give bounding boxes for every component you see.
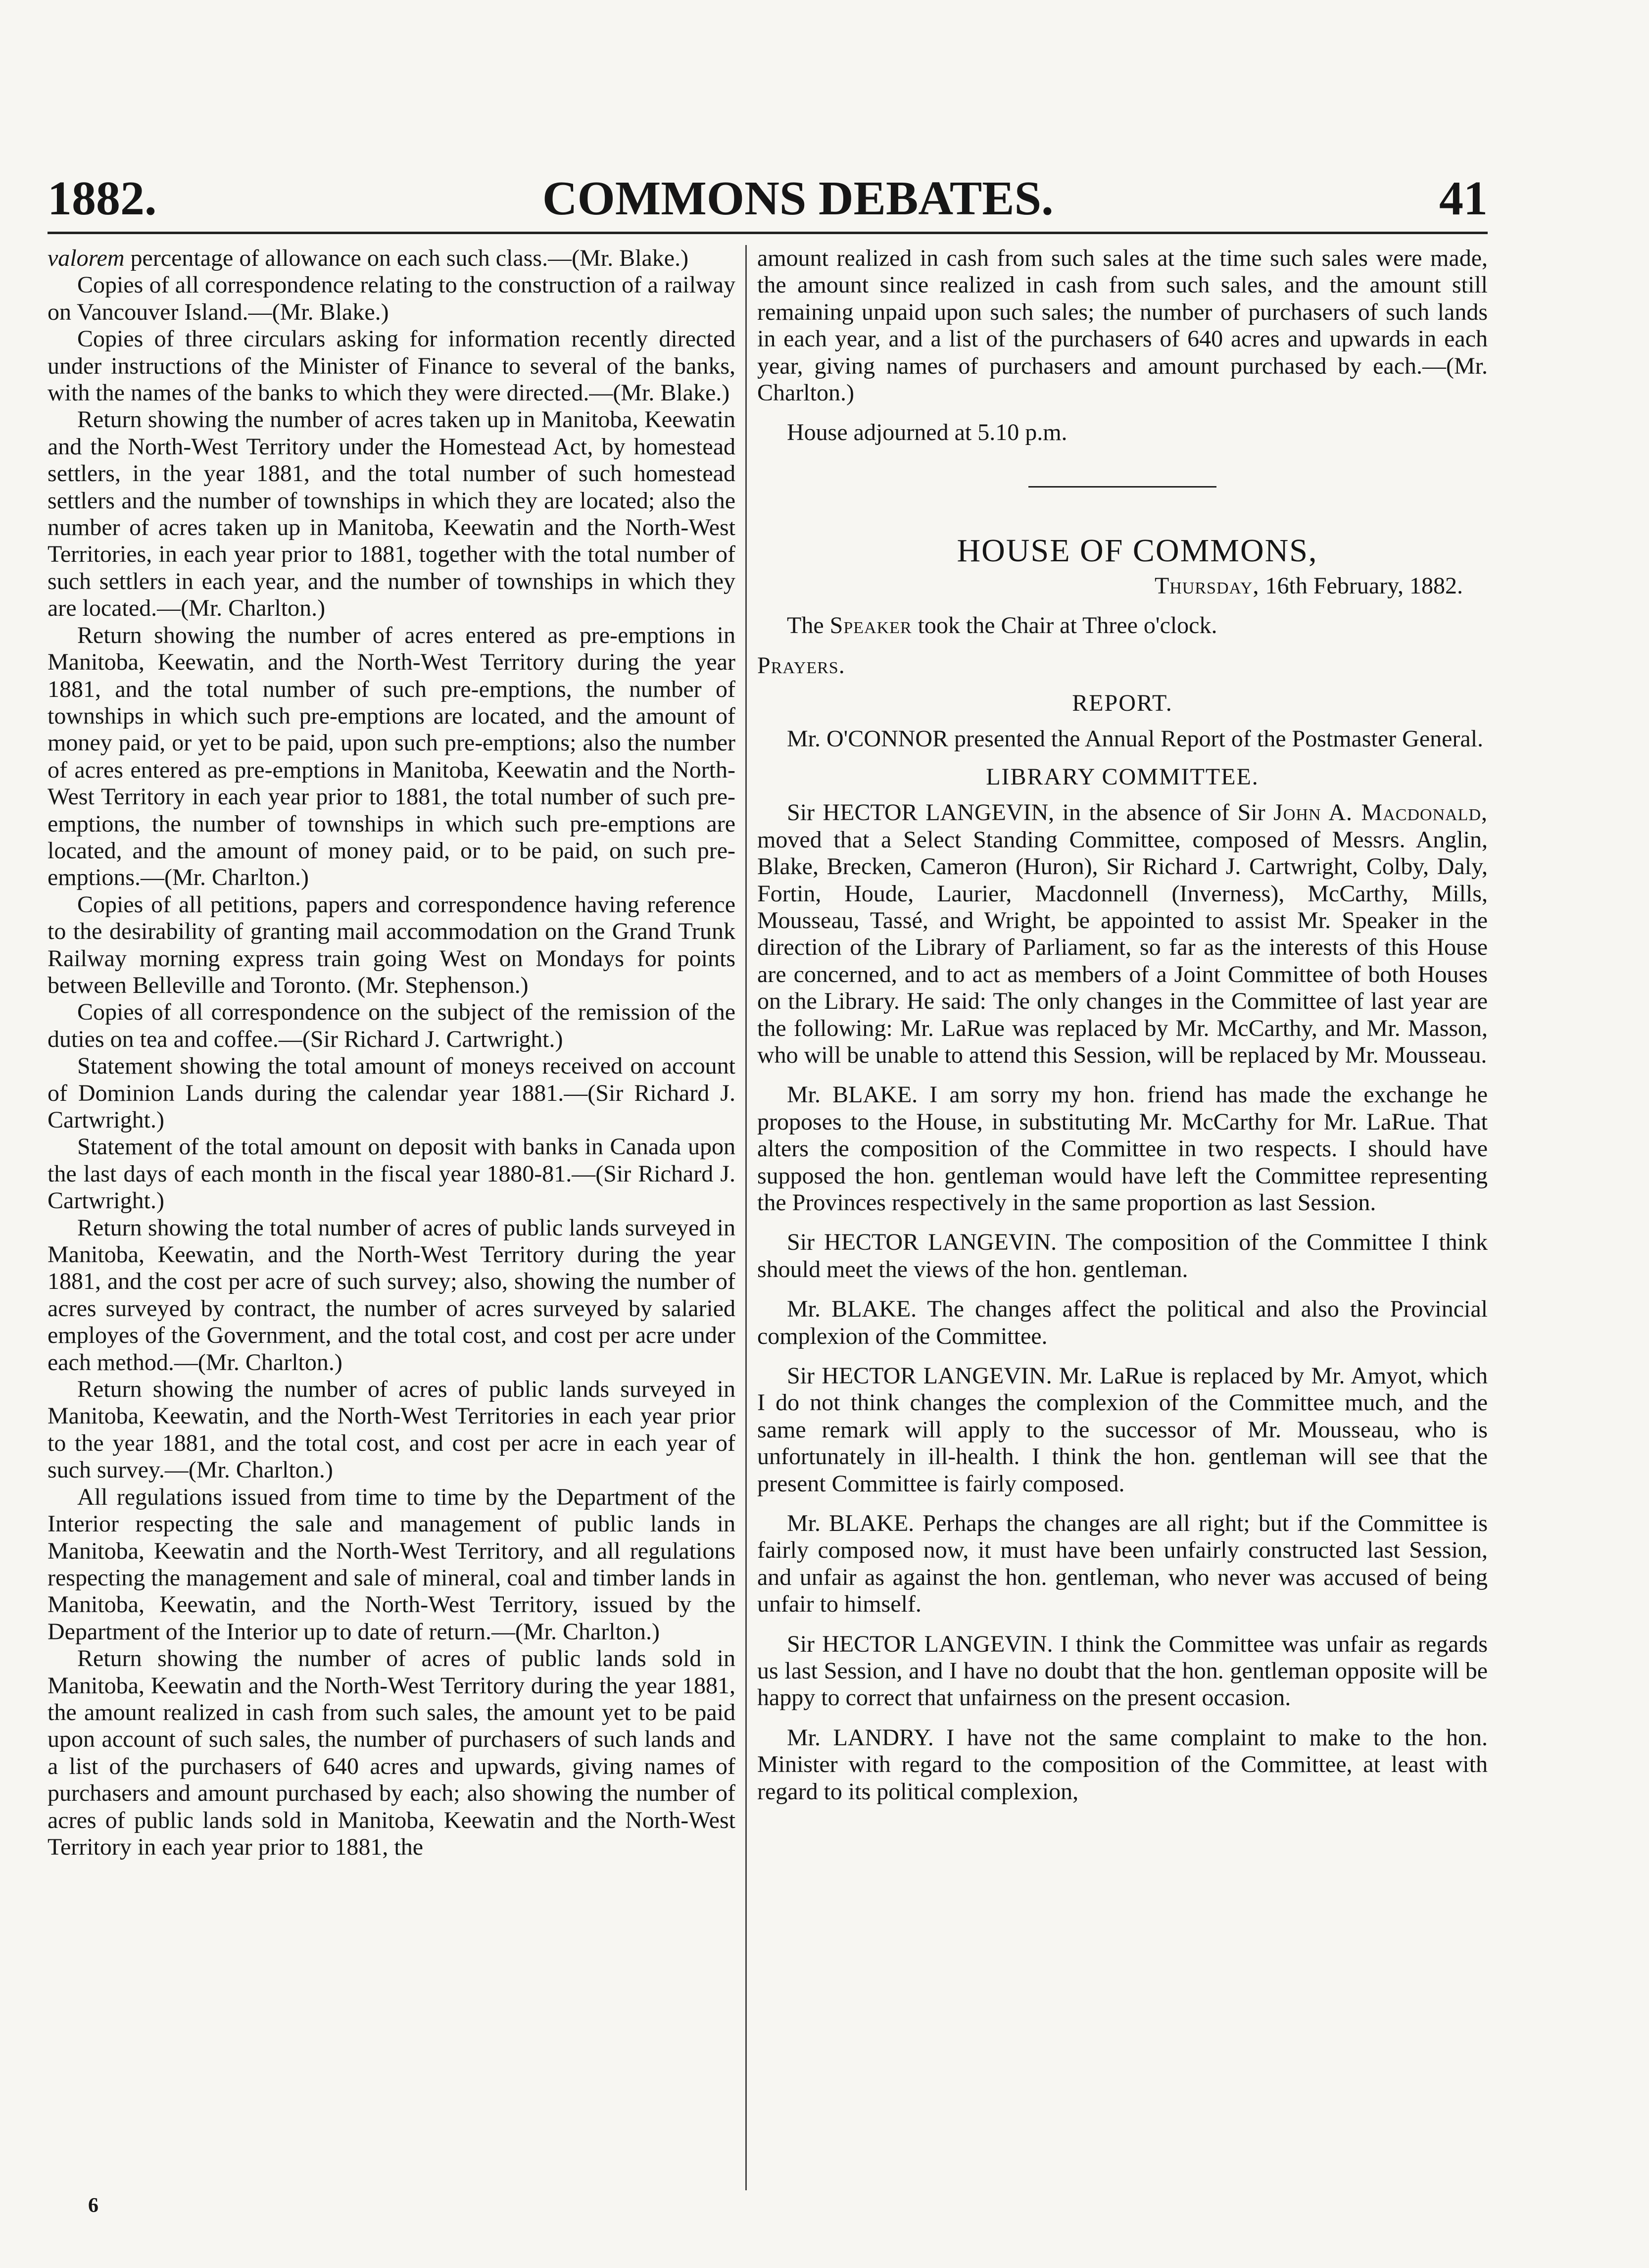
speaker-label: Speaker	[829, 612, 912, 639]
section-title: HOUSE OF COMMONS,	[957, 532, 1318, 569]
paragraph: Return showing the number of acres of public lands surveyed in Manitoba, Keewatin, and the North-West Territories in each year prior to the year 1881, and the total cost, and cost per acre in each year of such survey.—(Mr. Charlton.)	[48, 1376, 735, 1483]
header-year: 1882.	[48, 172, 157, 225]
left-column	[48, 245, 735, 2190]
paragraph: Return showing the number of acres taken up in Manitoba, Keewatin and the North-West Territory under the Homestead Act, by homestead settlers, in the year 1881, and the total number of such homestead settlers and the number of townships in which they are located; also the number of acres taken up in Manitoba, Keewatin and the North-West Territories, in each year prior to 1881, together with the total number of such settlers in each year, and the number of townships in which they are located.—(Mr. Charlton.)	[48, 406, 735, 622]
paragraph: Mr. BLAKE. The changes affect the political and also the Provincial complexion of the Committee.	[757, 1296, 1488, 1349]
library-committee-heading: LIBRARY COMMITTEE.	[986, 763, 1259, 790]
paragraph: Sir HECTOR LANGEVIN. The composition of the Committee I think should meet the views of the hon. gentleman.	[757, 1229, 1488, 1282]
paragraph: Copies of all correspondence on the subject of the remission of the duties on tea and coffee.—(Sir Richard J. Cartwright.)	[48, 999, 735, 1052]
header-rule	[48, 232, 1488, 234]
paragraph: Statement showing the total amount of moneys received on account of Dominion Lands during the calendar year 1881.—(Sir Richard J. Cartwright.)	[48, 1053, 735, 1133]
paragraph: Statement of the total amount on deposit with banks in Canada upon the last days of each month in the fiscal year 1880-81.—(Sir Richard J. Cartwright.)	[48, 1134, 735, 1214]
paragraph: Mr. BLAKE. Perhaps the changes are all right; but if the Committee is fairly composed now, it must have been unfairly constructed last Session, and unfair as against the hon. gentleman, who never was accused of being unfair to himself.	[757, 1510, 1488, 1618]
paragraph: Sir HECTOR LANGEVIN. I think the Committee was unfair as regards us last Session, and I have no doubt that the hon. gentleman opposite will be happy to correct that unfairness on the present occasion.	[757, 1630, 1488, 1711]
latin-term: valorem	[48, 245, 125, 271]
signature-mark: 6	[88, 2194, 98, 2217]
paragraph: Mr. O'CONNOR presented the Annual Report of the Postmaster General.	[787, 726, 1484, 752]
section-rule	[1028, 486, 1216, 488]
paragraph: Mr. LANDRY. I have not the same complaint to make to the hon. Minister with regard to the composition of the Committee, at least with regard to its political complexion,	[757, 1724, 1488, 1805]
paragraph: Mr. BLAKE. I am sorry my hon. friend has made the exchange he proposes to the House, in substituting Mr. McCarthy for Mr. LaRue. That alters the composition of the Committee in two respects. I should have supposed the hon. gentleman would have left the Committee representing the Provinces respectively in the same proportion as last Session.	[757, 1082, 1488, 1216]
paragraph: Return showing the total number of acres of public lands surveyed in Manitoba, Keewatin, and the North-West Territory during the year 1881, and the cost per acre of such survey; also, showing the number of acres surveyed by contract, the number of acres surveyed by salaried employes of the Government, and the total cost, and cost per acre under each method.—(Mr. Charlton.)	[48, 1214, 735, 1376]
adjournment-note: House adjourned at 5.10 p.m.	[787, 419, 1067, 446]
prayers-label: Prayers.	[757, 652, 845, 679]
member-name: John A. Macdonald,	[1273, 799, 1488, 826]
header-title: COMMONS DEBATES.	[542, 172, 1054, 225]
paragraph: Copies of all correspondence relating to the construction of a railway on Vancouver Island.—(Mr. Blake.)	[48, 272, 735, 325]
paragraph: Return showing the number of acres of public lands sold in Manitoba, Keewatin and the North-West Territory during the year 1881, the amount realized in cash from such sales, the amount yet to be paid upon account of such sales, the number of purchasers of such lands and a list of the purchasers of 640 acres and upwards, giving names of purchasers and amount purchased by each; also showing the number of acres of public lands sold in Manitoba, Keewatin and the North-West Territory in each year prior to 1881, the	[48, 1645, 735, 1860]
paragraph: All regulations issued from time to time by the Department of the Interior respecting the sale and management of public lands in Manitoba, Keewatin and the North-West Territory, and all regulations respecting the management and sale of mineral, coal and timber lands in Manitoba, Keewatin, and the North-West Territory, issued by the Department of the Interior up to date of return.—(Mr. Charlton.)	[48, 1483, 735, 1645]
paragraph: Copies of three circulars asking for information recently directed under instructions of the Minister of Finance to several of the banks, with the names of the banks to which they were directed.—(Mr. Blake.)	[48, 326, 735, 406]
paragraph: Sir HECTOR LANGEVIN. Mr. LaRue is replaced by Mr. Amyot, which I do not think changes the complexion of the Committee much, and the same remark will apply to the successor of Mr. Mousseau, who is unfortunately in ill-health. I think the hon. gentleman will see that the present Committee is fairly composed.	[757, 1363, 1488, 1497]
paragraph: amount realized in cash from such sales at the time such sales were made, the amount since realized in cash from such sales, and the amount still remaining unpaid upon such sales; the number of purchasers of such lands in each year, and a list of the purchasers of 640 acres and upwards in each year, giving names of purchasers and amount purchased by each.—(Mr. Charlton.)	[757, 245, 1488, 406]
speaker-line: The Speaker took the Chair at Three o'clock.	[787, 612, 1217, 639]
paragraph: valorem percentage of allowance on each such class.—(Mr. Blake.)	[48, 245, 689, 271]
header-page-number: 41	[1439, 172, 1488, 225]
column-divider	[745, 245, 747, 2190]
date-text: 16th February, 1882.	[1265, 572, 1463, 599]
paragraph: Return showing the number of acres entered as pre-emptions in Manitoba, Keewatin, and the North-West Territory during the year 1881, and the total number of such pre-emptions, the number of townships in which such pre-emptions are located, and the amount of money paid, or yet to be paid, upon such pre-emptions; also the number of acres entered as pre-emptions in Manitoba, Keewatin and the North-West Territory in each year prior to 1881, the total number of such pre-emptions, the number of townships in which such pre-emptions are located, and the amount of money paid, or to be paid, on such pre-emptions.—(Mr. Charlton.)	[48, 622, 735, 891]
page-header	[48, 163, 1488, 223]
date-weekday: Thursday,	[1154, 572, 1260, 599]
paragraph: Sir HECTOR LANGEVIN, in the absence of Sir John A. Macdonald, moved that a Select Standing Committee, composed of Messrs. Anglin, Blake, Brecken, Cameron (Huron), Sir Richard J. Cartwright, Colby, Daly, Fortin, Houde, Laurier, Macdonnell (Inverness), McCarthy, Mills, Mousseau, Tassé, and Wright, be appointed to assist Mr. Speaker in the direction of the Library of Parliament, so far as the interests of this House are concerned, and to act as members of a Joint Committee of both Houses on the Library. He said: The only changes in the Committee of last year are the following: Mr. LaRue was replaced by Mr. McCarthy, and Mr. Masson, who will be unable to attend this Session, will be replaced by Mr. Mousseau.	[757, 799, 1488, 1068]
right-column	[757, 245, 1488, 2190]
paragraph: Copies of all petitions, papers and correspondence having reference to the desirability of granting mail accommodation on the Grand Trunk Railway morning express train going West on Mondays for points between Belleville and Toronto. (Mr. Stephenson.)	[48, 891, 735, 998]
report-heading: REPORT.	[1072, 690, 1173, 717]
sitting-date	[757, 573, 1463, 599]
